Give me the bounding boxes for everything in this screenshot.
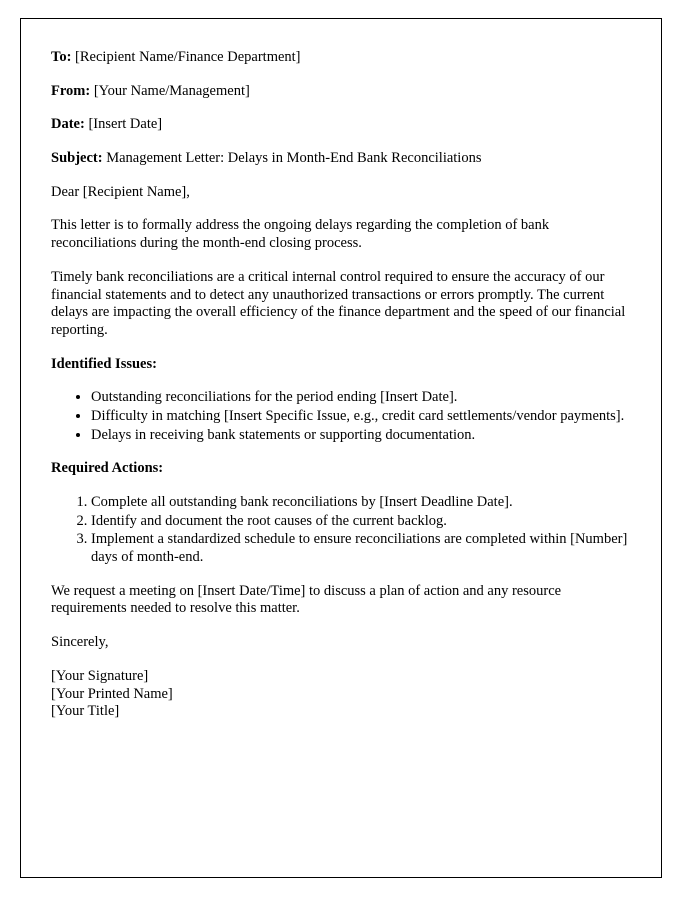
field-from-value: [Your Name/Management] [90,82,250,99]
paragraph-meeting-request: We request a meeting on [Insert Date/Time] to discuss a plan of action and any resource requirements needed to resolve this matter. [51,582,562,617]
field-from-label: From: [51,82,91,99]
field-to-value: [Recipient Name/Finance Department] [71,49,301,65]
actions-list [51,494,631,567]
field-date-value: [Insert Date] [84,116,163,133]
action-item-1: 1. Complete all outstanding bank reconciliations by [Insert Deadline Date]. [91,494,631,512]
field-date [51,116,631,134]
issue-item-1: • Outstanding reconciliations for the period ending [Insert Date]. [91,389,631,407]
field-subject [51,150,631,168]
issue-item-3: • Delays in receiving bank statements or supporting documentation. [91,427,631,445]
paragraph-impact: Timely bank reconciliations are a critical internal control required to ensure the accuracy of our financial statements and to detect any unauthorized transactions or errors promptly. The current delays are impacting the overall efficiency of the finance department and the speed of our financial reporting. [51,268,626,338]
field-subject-label: Subject: [51,150,103,167]
signature-line-2: [Your Printed Name] [51,685,173,702]
action-item-2: 2. Identify and document the root causes of the current backlog. [91,513,631,531]
field-to [51,49,631,67]
field-subject-value: Management Letter: Delays in Month-End Bank Reconciliations [102,150,482,167]
required-actions-heading: Required Actions: [51,460,164,477]
issue-item-2: • Difficulty in matching [Insert Specific Issue, e.g., credit card settlements/vendor payments]. [91,408,631,426]
identified-issues-heading: Identified Issues: [51,355,157,372]
greeting: Dear [Recipient Name], [51,183,190,200]
signature-block [51,668,631,721]
field-from [51,83,631,101]
signature-line-3: [Your Title] [51,703,120,720]
signature-line-1: [Your Signature] [51,667,149,684]
field-to-label: To: [51,49,72,65]
sign-off: Sincerely, [51,634,109,651]
action-item-3: 3. Implement a standardized schedule to ensure reconciliations are completed within [Number] days of month-end. [91,531,631,566]
field-date-label: Date: [51,116,85,133]
issues-list [51,389,631,444]
letter-document [20,18,662,878]
paragraph-intro: This letter is to formally address the ongoing delays regarding the completion of bank reconciliations during the month-end closing process. [51,217,550,252]
